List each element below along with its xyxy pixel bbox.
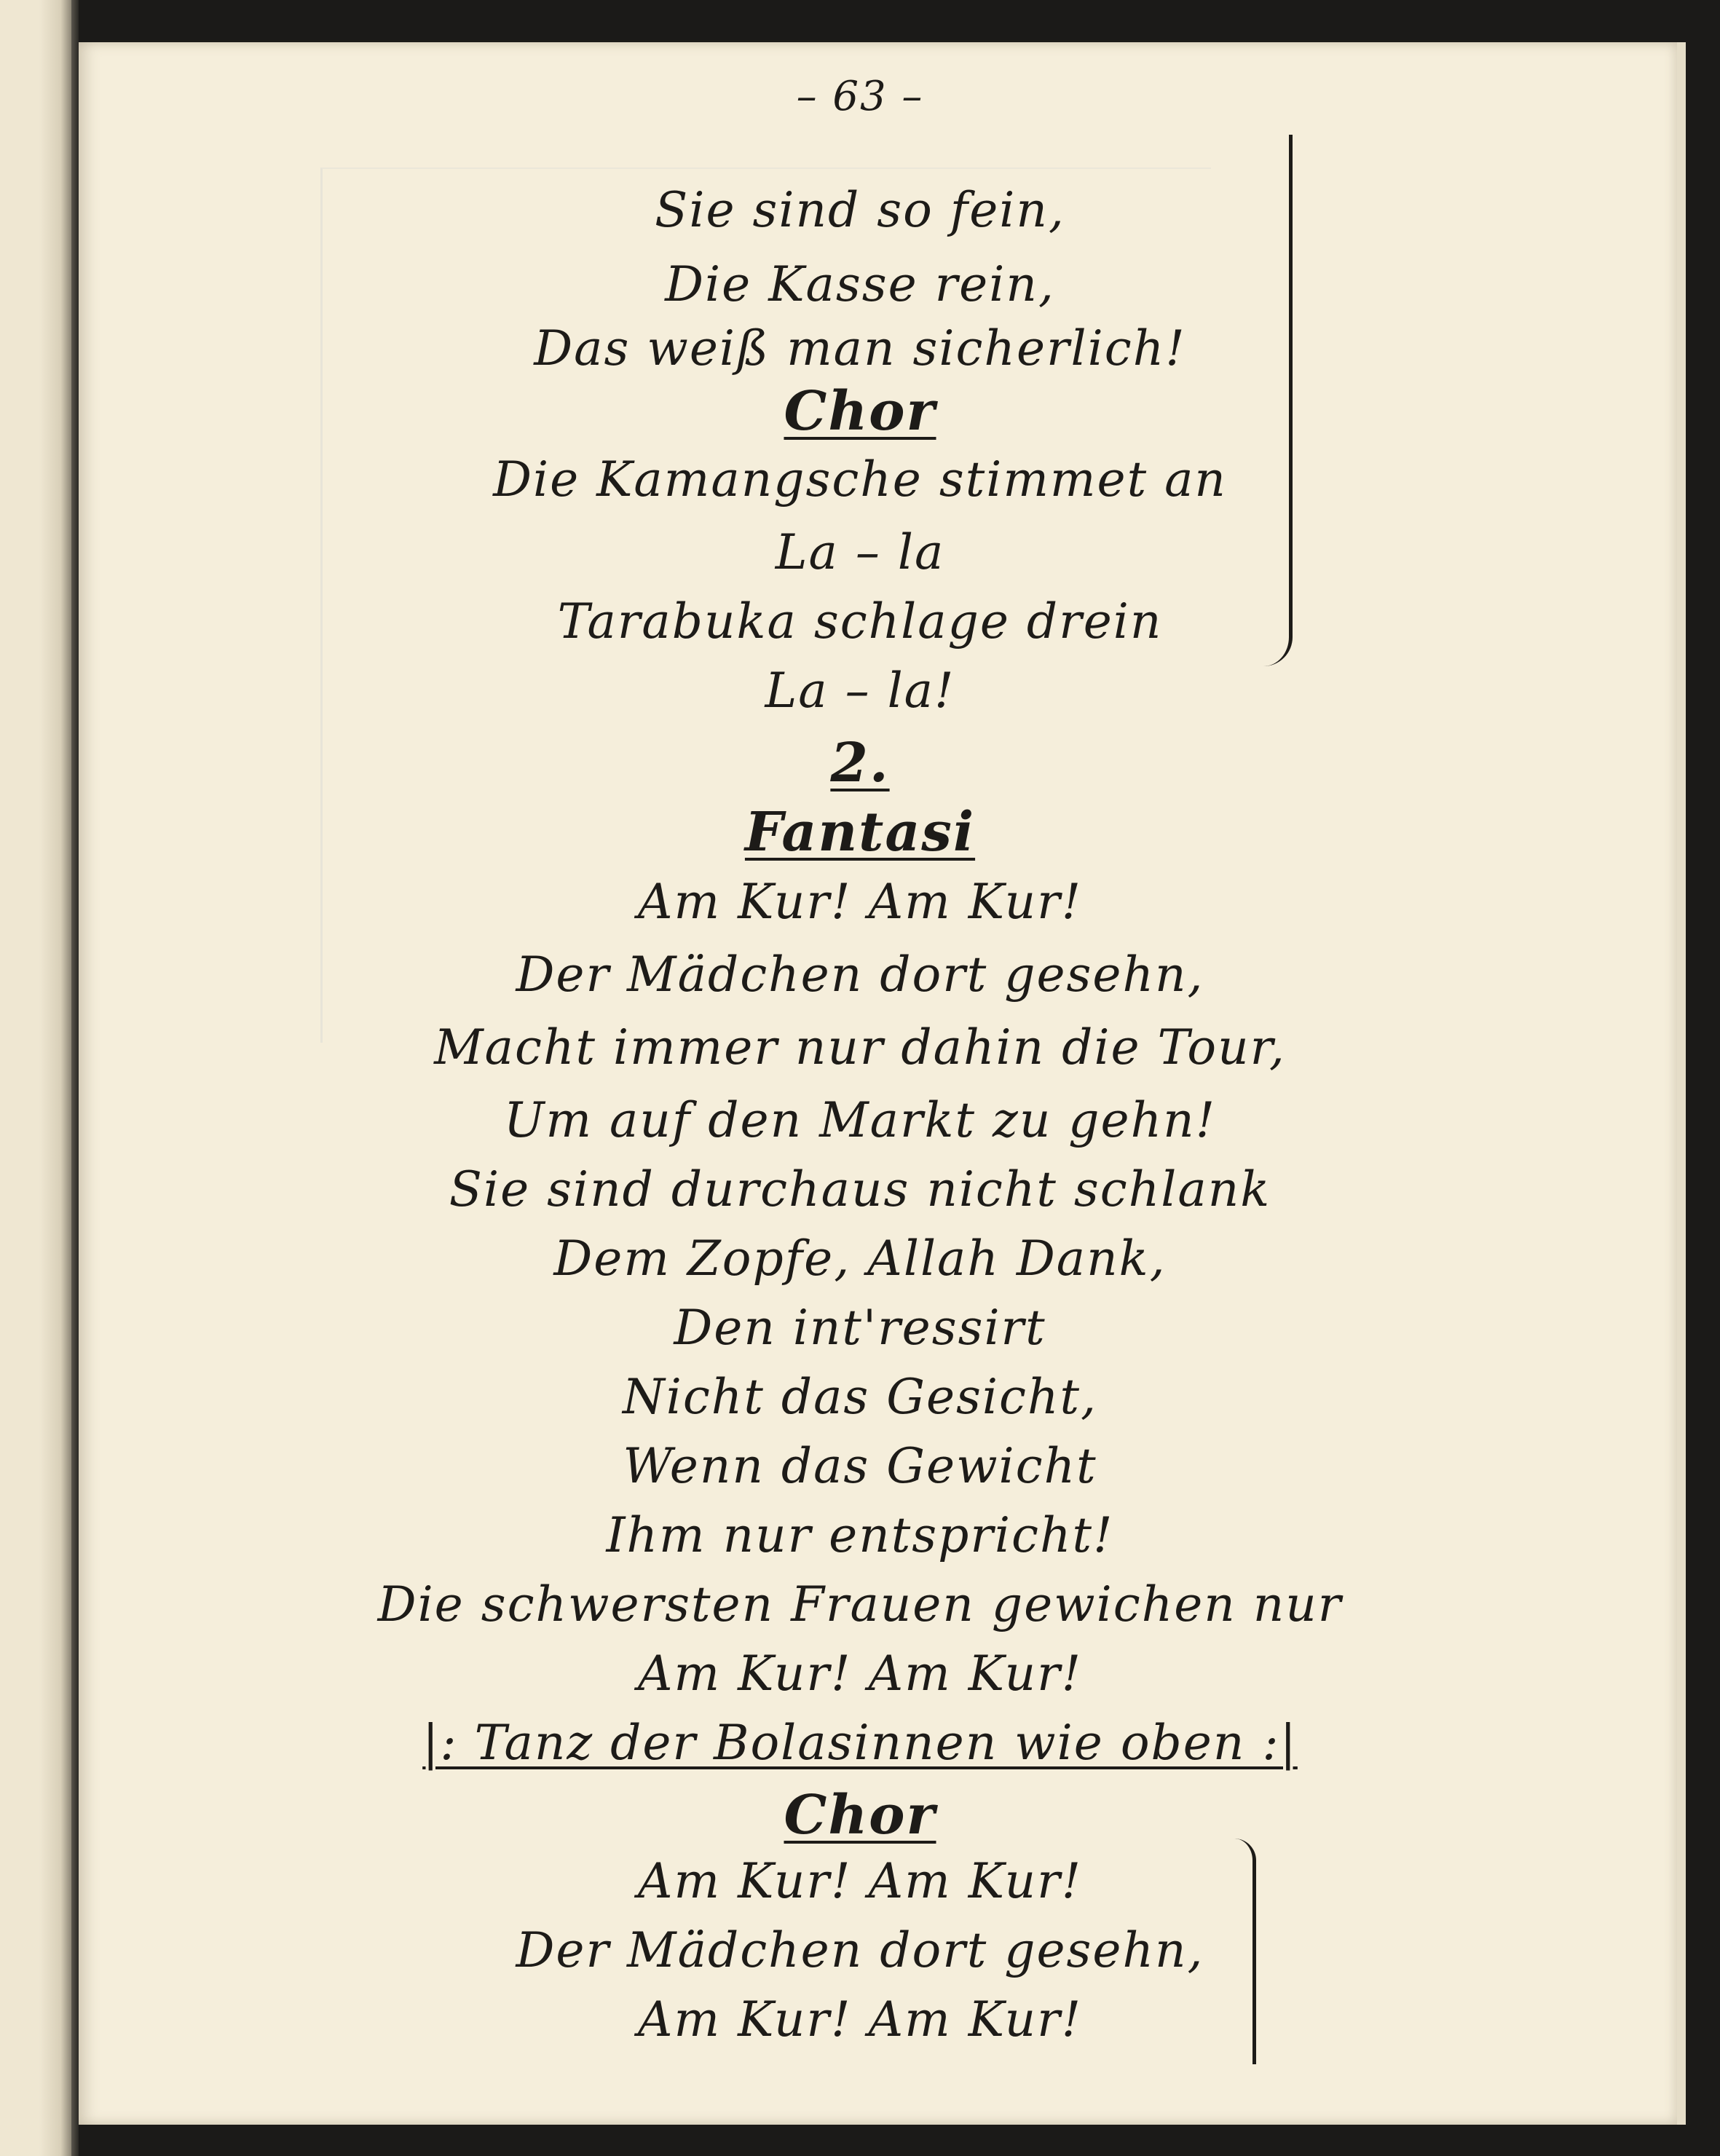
page-number: – 63 – [796,73,924,120]
section-heading-fantasi: Fantasi [744,801,976,864]
verse-bracket [1260,135,1293,666]
lyric-line: Die schwersten Frauen gewichen nur [377,1576,1343,1632]
lyric-line: Am Kur! Am Kur! [637,1646,1083,1702]
lyric-line: Am Kur! Am Kur! [637,874,1083,930]
lyric-line: Das weiß man sicherlich! [534,320,1186,376]
lyric-line: Dem Zopfe, Allah Dank, [553,1231,1167,1287]
lyric-line: Wenn das Gewicht [623,1438,1097,1494]
section-number: 2. [830,732,890,794]
lyric-line: Nicht das Gesicht, [622,1369,1097,1425]
lyric-line: Macht immer nur dahin die Tour, [434,1019,1286,1075]
section-heading-chor: Chor [784,1784,936,1847]
lyric-line: Der Mädchen dort gesehn, [516,1922,1204,1978]
lyric-line: Ihm nur entspricht! [606,1507,1114,1563]
lyric-line: La – la! [765,663,955,719]
stage-direction: |: Tanz der Bolasinnen wie oben :| [422,1715,1298,1771]
lyric-line: Am Kur! Am Kur! [637,1853,1083,1909]
lyric-line: Sie sind so fein, [655,182,1065,238]
section-heading-chor: Chor [784,380,936,443]
lyric-line: Sie sind durchaus nicht schlank [449,1161,1271,1217]
verse-bracket [1223,1839,1256,2064]
lyric-line: Der Mädchen dort gesehn, [516,947,1204,1003]
lyric-line: Am Kur! Am Kur! [637,1991,1083,2048]
lyric-line: La – la [775,524,945,580]
lyric-line: Die Kamangsche stimmet an [493,451,1227,508]
lyric-line: Tarabuka schlage drein [557,593,1163,649]
lyric-line: Den int'ressirt [674,1300,1046,1356]
lyric-line: Um auf den Markt zu gehn! [503,1092,1217,1148]
lyric-line: Die Kasse rein, [665,256,1055,312]
